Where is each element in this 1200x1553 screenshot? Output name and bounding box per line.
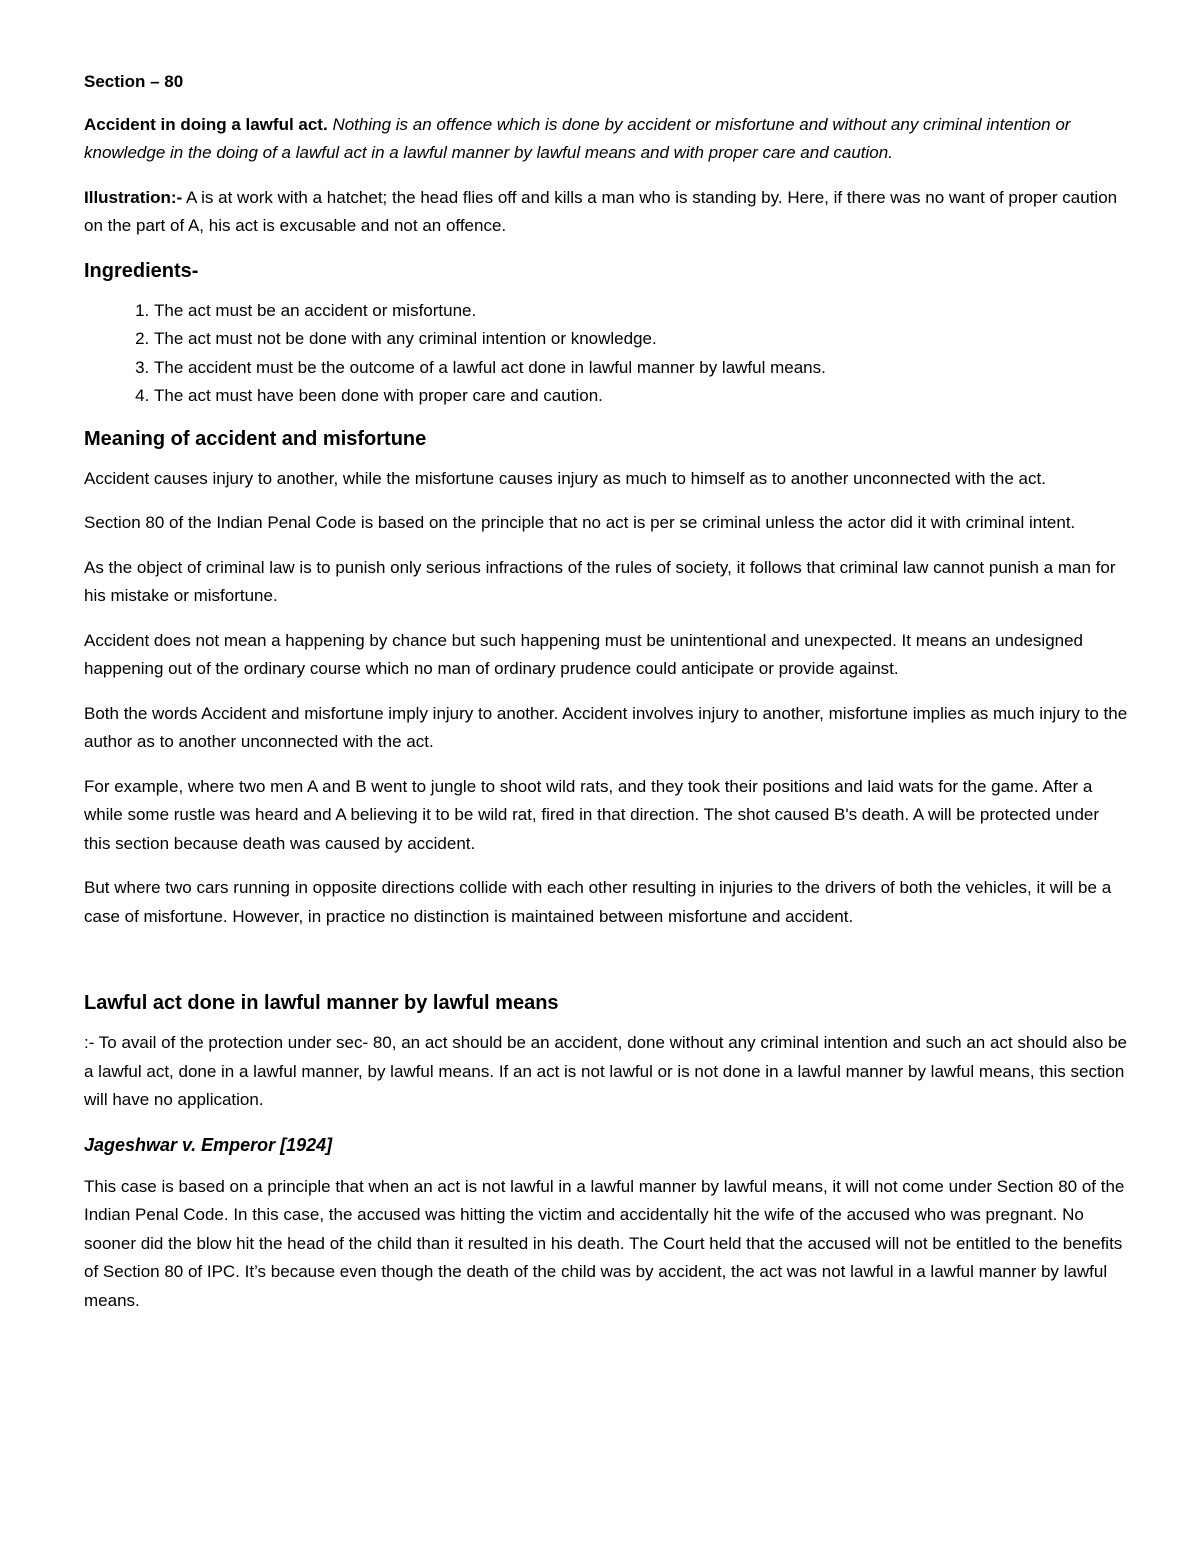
- ingredients-heading: Ingredients-: [84, 259, 199, 282]
- list-item: 4. The act must have been done with proper care and caution.: [154, 382, 1130, 411]
- meaning-paragraph: As the object of criminal law is to punish only serious infractions of the rules of society, it follows that criminal law cannot punish a man for his mistake or misfortune.: [84, 557, 1116, 605]
- illustration-paragraph: [84, 184, 1130, 241]
- meaning-paragraph: But where two cars running in opposite directions collide with each other resulting in injuries to the drivers of both the vehicles, it will be a case of misfortune. However, in practice no distinction is maintained between misfortune and accident.: [84, 878, 1112, 926]
- list-item: 2. The act must not be done with any criminal intention or knowledge.: [154, 325, 1130, 354]
- accident-heading: Accident in doing a lawful act.: [84, 114, 328, 134]
- meaning-paragraph: Accident causes injury to another, while the misfortune causes injury as much to himself as to another unconnected with the act.: [84, 468, 1046, 488]
- illustration-text: A is at work with a hatchet; the head flies off and kills a man who is standing by. Here, if there was no want of proper caution on the part of A, his act is excusable and not an offence.: [84, 187, 1118, 235]
- lawful-heading: Lawful act done in lawful manner by lawful means: [84, 992, 559, 1014]
- spacer: [84, 947, 1130, 989]
- illustration-label: Illustration:-: [84, 187, 183, 207]
- list-item: 3. The accident must be the outcome of a lawful act done in lawful manner by lawful means.: [154, 354, 1130, 383]
- ingredients-list: [84, 297, 1130, 411]
- accident-text: Nothing is an offence which is done by accident or misfortune and without any criminal intention or knowledge in the doing of a lawful act in a lawful manner by lawful means and with proper care and caution.: [84, 114, 1071, 162]
- meaning-heading: Meaning of accident and misfortune: [84, 427, 427, 450]
- case-heading: Jageshwar v. Emperor [1924]: [84, 1134, 333, 1155]
- lawful-paragraph: :- To avail of the protection under sec- 80, an act should be an accident, done without any criminal intention and such an act should also be a lawful act, done in a lawful manner, by lawful means. If an act is not lawful or is not done in a lawful manner by lawful means, this section will have no application.: [84, 1033, 1128, 1109]
- meaning-paragraph: Section 80 of the Indian Penal Code is based on the principle that no act is per se criminal unless the actor did it with criminal intent.: [84, 513, 1076, 532]
- meaning-paragraph: Accident does not mean a happening by chance but such happening must be unintentional and unexpected. It means an undesigned happening out of the ordinary course which no man of ordinary prudence could anticipate or provide against.: [84, 630, 1084, 678]
- meaning-paragraph: For example, where two men A and B went to jungle to shoot wild rats, and they took their positions and laid wats for the game. After a while some rustle was heard and A believing it to be wild rat, fired in that direction. The shot caused B's death. A will be protected under this section because death was caused by accident.: [84, 776, 1100, 853]
- list-item: 1. The act must be an accident or misfortune.: [154, 297, 1130, 326]
- meaning-paragraph: Both the words Accident and misfortune imply injury to another. Accident involves injury to another, misfortune implies as much injury to the author as to another unconnected with the act.: [84, 703, 1128, 751]
- case-paragraph: This case is based on a principle that when an act is not lawful in a lawful manner by lawful means, it will not come under Section 80 of the Indian Penal Code. In this case, the accused was hitting the victim and accidentally hit the wife of the accused who was pregnant. No sooner did the blow hit the head of the child than it resulted in his death. The Court held that the accused will not be entitled to the benefits of Section 80 of IPC. It’s because even though the death of the child was by accident, the act was not lawful in a lawful manner by lawful means.: [84, 1176, 1125, 1310]
- accident-definition: [84, 111, 1130, 168]
- section-title: Section – 80: [84, 72, 184, 91]
- document-page: [84, 68, 1130, 1331]
